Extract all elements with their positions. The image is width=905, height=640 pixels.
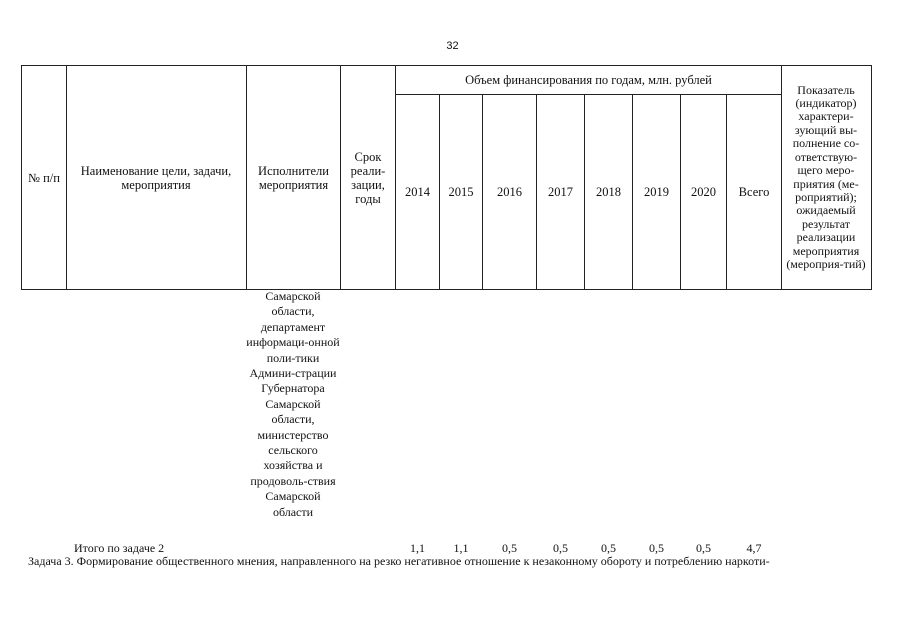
- task-heading: Задача 3. Формирование общественного мнения, направленного на резко негативное отношение к незаконному обороту и потреблению наркоти-: [28, 554, 770, 568]
- table-header-bottom-border: [21, 289, 872, 290]
- header-executors: Исполнители мероприятия: [258, 163, 329, 192]
- executor-continuation: Самарской области, департамент информаци-онной поли-тики Админи-страции Губернатора Самарской области, министерство сельского хозяйства и продоволь-ствия Самарской области: [246, 289, 340, 519]
- header-year: 2016: [497, 185, 522, 199]
- header-total: Всего: [738, 185, 770, 199]
- header-year: 2019: [644, 185, 669, 199]
- table-divider: [66, 65, 67, 289]
- table-divider: [246, 65, 247, 289]
- table-divider: [781, 65, 782, 289]
- header-number: № п/п: [28, 170, 60, 185]
- header-year: 2018: [596, 185, 621, 199]
- total-value: 0,5: [696, 541, 711, 555]
- header-name: Наименование цели, задачи, мероприятия: [80, 163, 232, 192]
- header-year: 2017: [548, 185, 573, 199]
- total-value: 0,5: [502, 541, 517, 555]
- header-financing: Объем финансирования по годам, млн. рублей: [465, 73, 712, 87]
- total-value: 1,1: [410, 541, 425, 555]
- table-border-right: [871, 65, 872, 289]
- total-value: 4,7: [746, 541, 762, 555]
- header-year: 2020: [691, 185, 716, 199]
- header-term: Срок реали-зации, годы: [350, 149, 386, 206]
- total-value: 0,5: [649, 541, 664, 555]
- total-value: 0,5: [601, 541, 616, 555]
- table-divider: [340, 65, 341, 289]
- total-label: Итого по задаче 2: [74, 541, 165, 555]
- total-value: 0,5: [553, 541, 568, 555]
- header-year: 2015: [448, 185, 474, 199]
- page-number: 32: [446, 40, 459, 52]
- total-value: 1,1: [453, 541, 469, 555]
- header-year: 2014: [405, 185, 430, 199]
- header-indicator: Показатель (индикатор) характери-зующий вы-полнение со-ответствую-щего меро-приятия (ме-роприятий); ожидаемый результат реализации мероприятия (мероприя-тий): [786, 82, 866, 271]
